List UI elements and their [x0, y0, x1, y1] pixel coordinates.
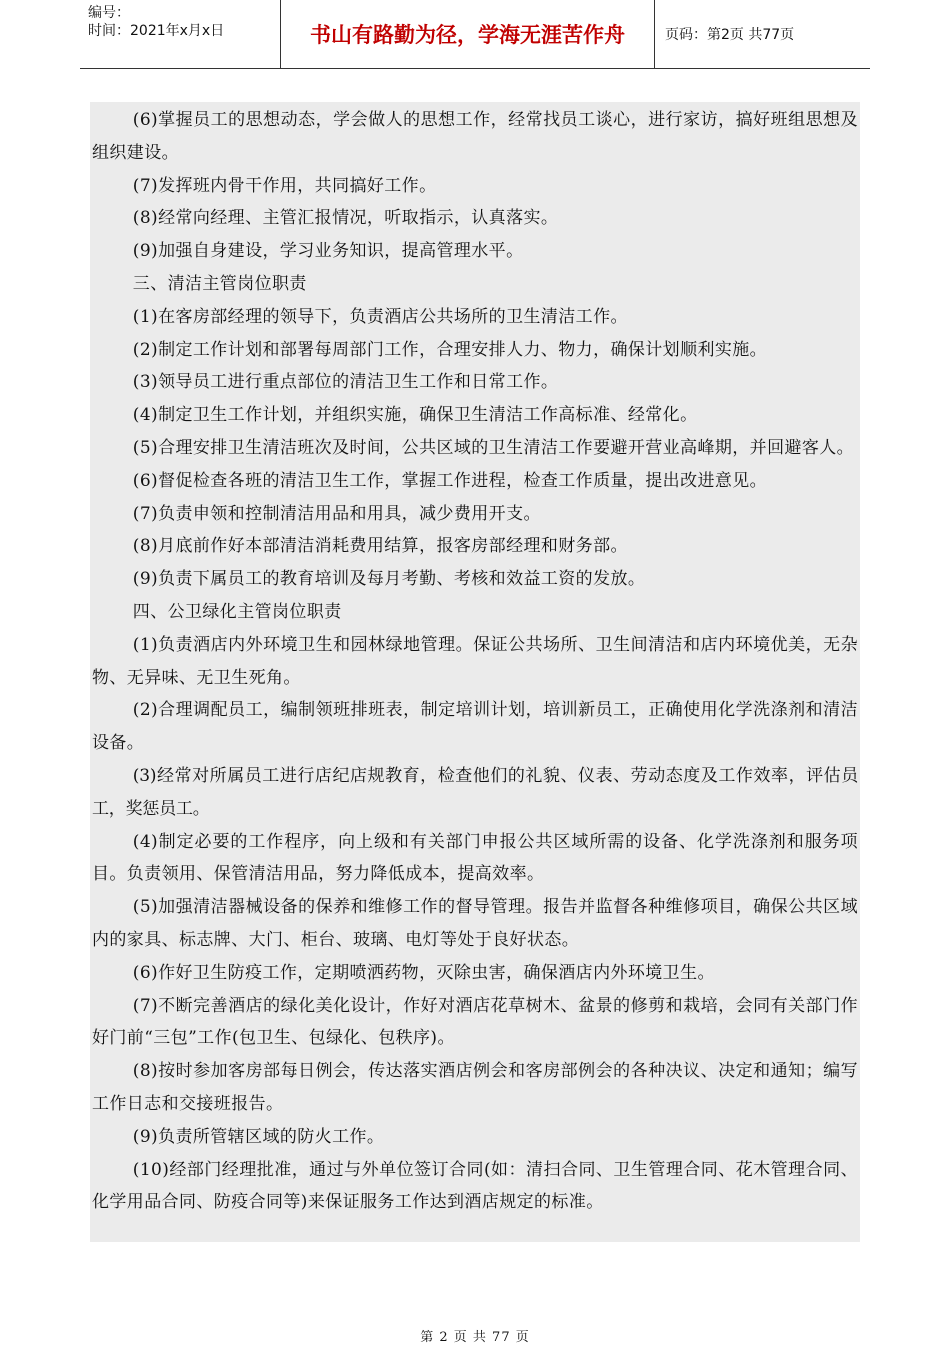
paragraph: (8)按时参加客房部每日例会，传达落实酒店例会和客房部例会的各种决议、决定和通知；编写工作日志和交接班报告。 — [92, 1061, 858, 1114]
document-number-label: 编号： — [88, 5, 130, 21]
paragraph: (4)制定卫生工作计划，并组织实施，确保卫生清洁工作高标准、经常化。 — [132, 405, 698, 426]
section-heading: 三、清洁主管岗位职责 — [132, 273, 307, 294]
paragraph: (7)发挥班内骨干作用，共同搞好工作。 — [132, 175, 437, 196]
paragraph: (7)不断完善酒店的绿化美化设计，作好对酒店花草树木、盆景的修剪和栽培，会同有关部门作好门前“三包”工作(包卫生、包绿化、包秩序)。 — [92, 995, 858, 1049]
document-time-label: 时间：2021年x月x日 — [88, 23, 225, 39]
paragraph: (6)作好卫生防疫工作，定期喷洒药物，灭除虫害，确保酒店内外环境卫生。 — [132, 962, 715, 983]
document-body — [90, 102, 860, 1242]
paragraph: (6)督促检查各班的清洁卫生工作，掌握工作进程，检查工作质量，提出改进意见。 — [132, 470, 768, 491]
section-heading: 四、公卫绿化主管岗位职责 — [132, 601, 342, 622]
paragraph: (6)掌握员工的思想动态，学会做人的思想工作，经常找员工谈心，进行家访，搞好班组思想及组织建设。 — [92, 110, 858, 163]
paragraph: (3)领导员工进行重点部位的清洁卫生工作和日常工作。 — [132, 372, 559, 393]
header-meta — [80, 0, 281, 68]
paragraph: (4)制定必要的工作程序，向上级和有关部门申报公共区域所需的设备、化学洗涤剂和服务项目。负责领用、保管清洁用品，努力降低成本，提高效率。 — [92, 831, 858, 885]
paragraph: (9)负责下属员工的教育培训及每月考勤、考核和效益工资的发放。 — [132, 569, 646, 590]
header-motto: 书山有路勤为径，学海无涯苦作舟 — [281, 0, 655, 68]
header-page-info: 页码：第2页 共77页 — [665, 27, 795, 43]
paragraph: (1)负责酒店内外环境卫生和园林绿地管理。保证公共场所、卫生间清洁和店内环境优美，无杂物、无异味、无卫生死角。 — [92, 634, 858, 688]
paragraph: (9)负责所管辖区域的防火工作。 — [132, 1126, 385, 1147]
paragraph: (5)合理安排卫生清洁班次及时间，公共区域的卫生清洁工作要避开营业高峰期，并回避客人。 — [132, 437, 855, 458]
paragraph: (10)经部门经理批准，通过与外单位签订合同(如：清扫合同、卫生管理合同、花木管理合同、化学用品合同、防疫合同等)来保证服务工作达到酒店规定的标准。 — [92, 1159, 858, 1213]
paragraph: (8)月底前作好本部清洁消耗费用结算，报客房部经理和财务部。 — [132, 536, 628, 557]
paragraph: (1)在客房部经理的领导下，负责酒店公共场所的卫生清洁工作。 — [132, 306, 628, 327]
paragraph: (7)负责申领和控制清洁用品和用具，减少费用开支。 — [132, 503, 541, 524]
paragraph: (3)经常对所属员工进行店纪店规教育，检查他们的礼貌、仪表、劳动态度及工作效率，评估员工，奖惩员工。 — [92, 765, 858, 819]
page-header — [80, 0, 870, 69]
paragraph: (9)加强自身建设，学习业务知识，提高管理水平。 — [132, 241, 524, 262]
paragraph: (2)制定工作计划和部署每周部门工作，合理安排人力、物力，确保计划顺利实施。 — [132, 339, 768, 360]
paragraph: (5)加强清洁器械设备的保养和维修工作的督导管理。报告并监督各种维修项目，确保公共区域内的家具、标志牌、大门、柜台、玻璃、电灯等处于良好状态。 — [92, 897, 858, 950]
paragraph: (2)合理调配员工，编制领班排班表，制定培训计划，培训新员工，正确使用化学洗涤剂和清洁设备。 — [92, 700, 858, 754]
page-footer: 第 2 页 共 77 页 — [420, 1330, 530, 1345]
paragraph: (8)经常向经理、主管汇报情况，听取指示，认真落实。 — [132, 208, 559, 229]
